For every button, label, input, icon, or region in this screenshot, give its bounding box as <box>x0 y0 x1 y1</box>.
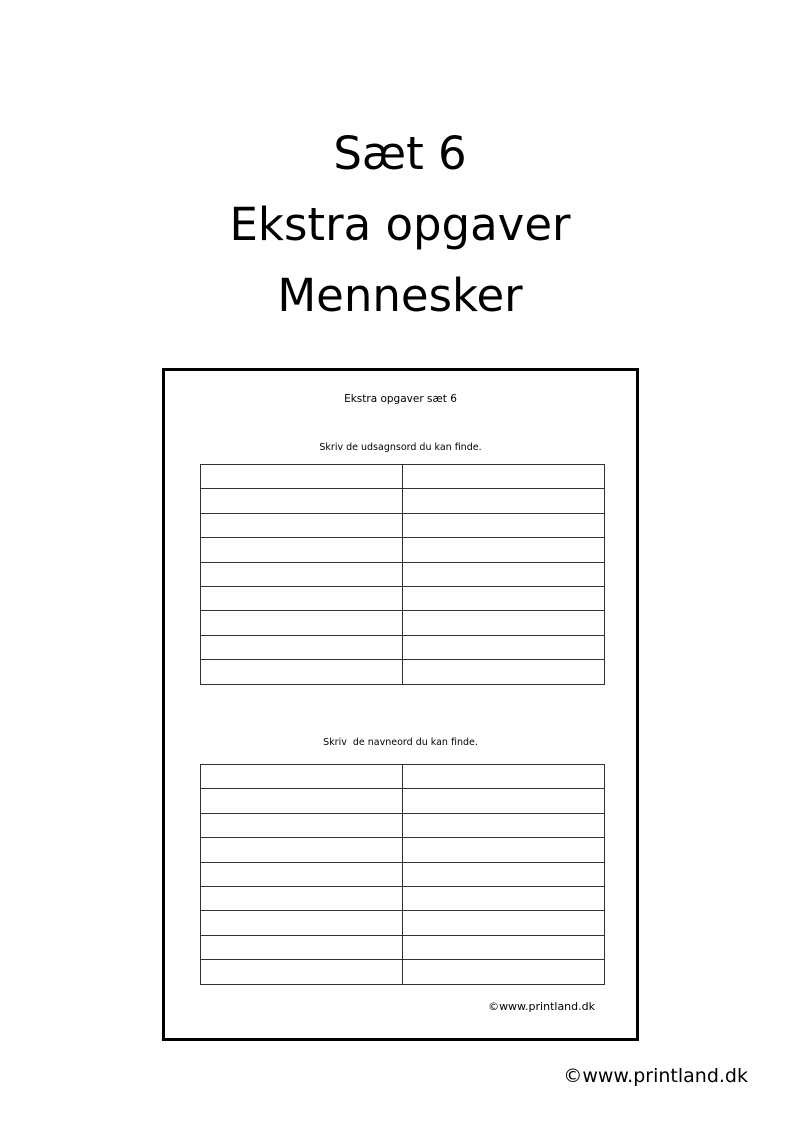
answer-cell <box>403 611 605 635</box>
answer-cell <box>201 765 403 789</box>
answer-cell <box>201 513 403 537</box>
answer-cell <box>201 611 403 635</box>
answer-row <box>201 513 605 537</box>
answer-row <box>201 489 605 513</box>
answer-cell <box>201 660 403 684</box>
answer-row <box>201 562 605 586</box>
answer-row <box>201 765 605 789</box>
answer-cell <box>403 838 605 862</box>
answer-cell <box>403 635 605 659</box>
instruction-nouns: Skriv de navneord du kan finde. <box>323 737 478 748</box>
answer-row <box>201 538 605 562</box>
answer-cell <box>403 935 605 959</box>
answer-cell <box>403 660 605 684</box>
answer-cell <box>201 489 403 513</box>
answer-row <box>201 789 605 813</box>
answer-cell <box>201 635 403 659</box>
answer-row <box>201 465 605 489</box>
answer-row <box>201 838 605 862</box>
answer-cell <box>403 513 605 537</box>
worksheet-title: Ekstra opgaver sæt 6 <box>344 393 457 405</box>
answer-cell <box>403 862 605 886</box>
answer-row <box>201 660 605 684</box>
answer-row <box>201 886 605 910</box>
answer-cell <box>201 935 403 959</box>
answer-cell <box>403 465 605 489</box>
worksheet-copyright: ©www.printland.dk <box>488 1000 595 1013</box>
answer-row <box>201 813 605 837</box>
answer-grid-nouns <box>200 764 605 985</box>
answer-cell <box>403 886 605 910</box>
answer-grid-verbs <box>200 464 605 685</box>
page-title-line-1: Sæt 6 <box>333 127 467 180</box>
answer-cell <box>201 538 403 562</box>
answer-row <box>201 862 605 886</box>
answer-cell <box>403 586 605 610</box>
worksheet-preview <box>162 368 639 1041</box>
answer-row <box>201 586 605 610</box>
answer-cell <box>201 838 403 862</box>
answer-cell <box>201 465 403 489</box>
page-copyright: ©www.printland.dk <box>563 1065 748 1087</box>
answer-row <box>201 911 605 935</box>
page-title-line-2: Ekstra opgaver <box>229 198 571 251</box>
answer-cell <box>201 562 403 586</box>
answer-cell <box>201 960 403 984</box>
answer-cell <box>201 862 403 886</box>
answer-cell <box>201 789 403 813</box>
answer-cell <box>403 765 605 789</box>
answer-cell <box>403 813 605 837</box>
answer-cell <box>201 586 403 610</box>
answer-cell <box>403 789 605 813</box>
answer-cell <box>201 911 403 935</box>
answer-cell <box>403 911 605 935</box>
answer-cell <box>201 813 403 837</box>
answer-cell <box>201 886 403 910</box>
page-title-line-3: Mennesker <box>277 269 523 322</box>
answer-row <box>201 635 605 659</box>
instruction-verbs: Skriv de udsagnsord du kan finde. <box>319 442 482 453</box>
answer-cell <box>403 538 605 562</box>
answer-cell <box>403 489 605 513</box>
answer-row <box>201 960 605 984</box>
answer-cell <box>403 960 605 984</box>
answer-row <box>201 935 605 959</box>
answer-cell <box>403 562 605 586</box>
answer-row <box>201 611 605 635</box>
